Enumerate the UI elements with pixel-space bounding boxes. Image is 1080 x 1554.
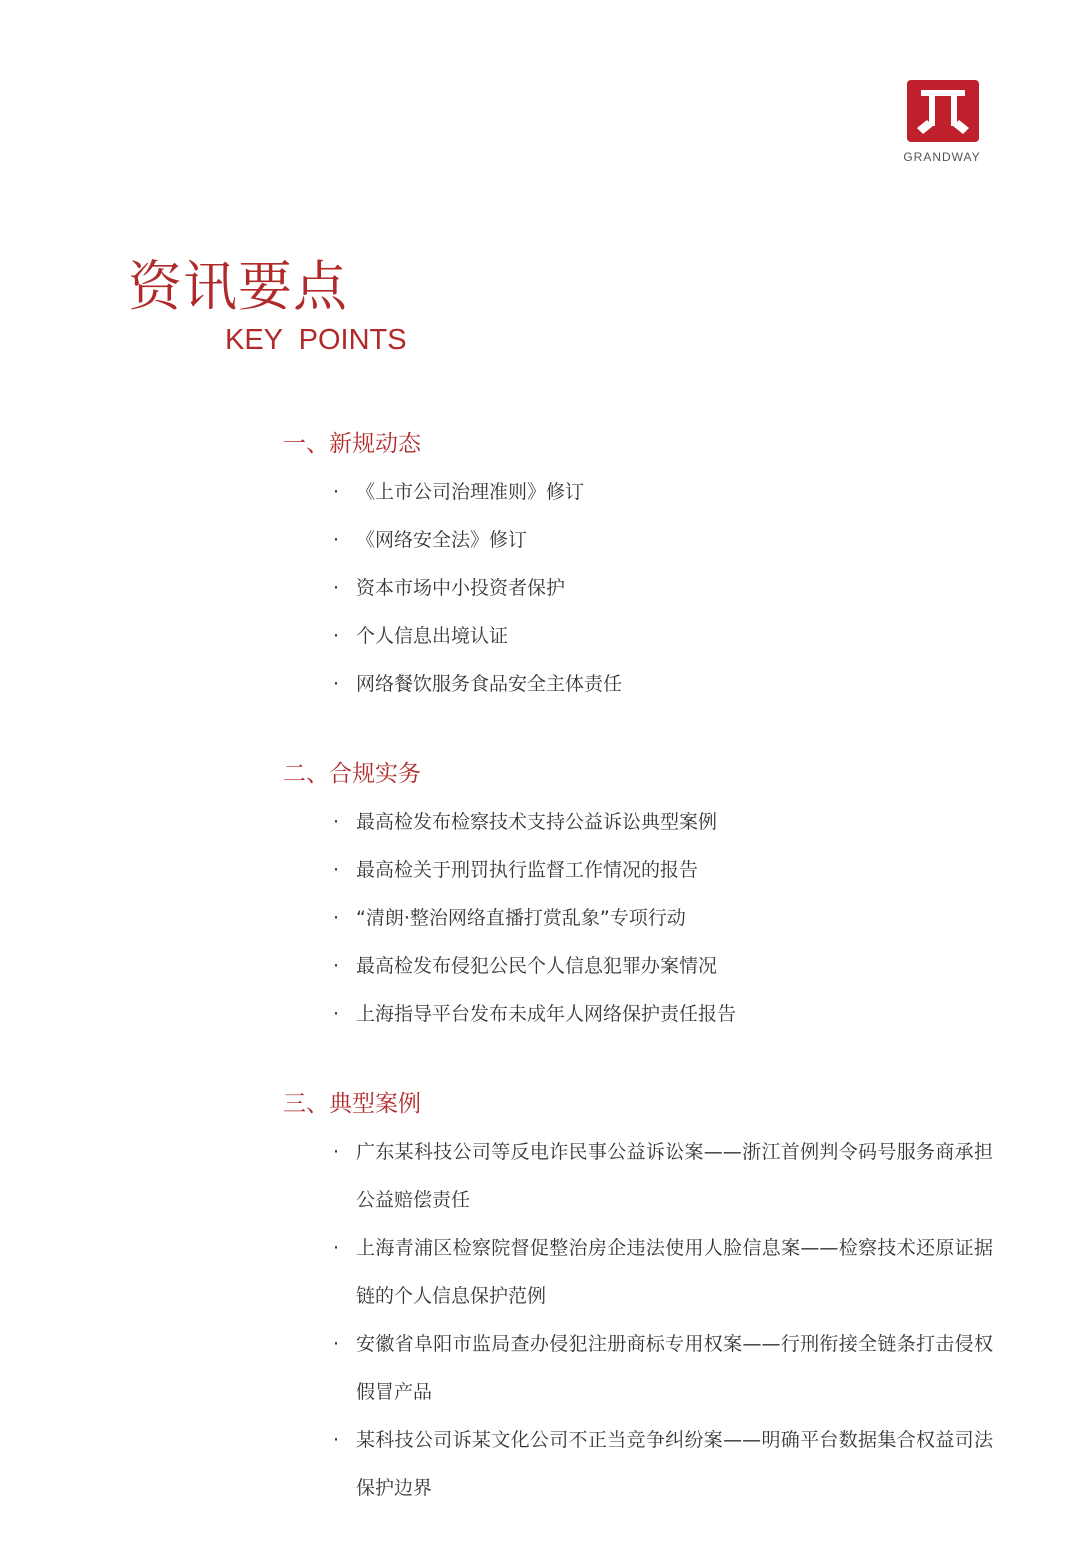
list-item-text: 最高检关于刑罚执行监督工作情况的报告 <box>356 859 699 881</box>
bullet-icon: · <box>333 529 340 551</box>
section-title: 二、合规实务 <box>283 761 421 787</box>
page-subtitle: KEY POINTS <box>225 324 407 356</box>
list-item-text: 安徽省阜阳市监局查办侵犯注册商标专用权案——行刑衔接全链条打击侵权假冒产品 <box>356 1333 993 1403</box>
brand-name: GRANDWAY <box>903 150 981 164</box>
list-item <box>283 612 993 660</box>
list-item <box>283 894 993 942</box>
list-item <box>283 846 993 894</box>
list-item <box>283 564 993 612</box>
bullet-icon: · <box>333 955 340 977</box>
section-title: 一、新规动态 <box>283 431 421 457</box>
list-item-text: 某科技公司诉某文化公司不正当竞争纠纷案——明确平台数据集合权益司法保护边界 <box>356 1429 993 1499</box>
list-item <box>283 660 993 708</box>
bullet-icon: · <box>333 577 340 599</box>
section-items <box>283 1128 993 1512</box>
section-items <box>283 468 993 708</box>
list-item-text: 广东某科技公司等反电诈民事公益诉讼案——浙江首例判令码号服务商承担公益赔偿责任 <box>356 1141 993 1211</box>
bullet-icon: · <box>333 1333 340 1355</box>
list-item <box>283 1128 993 1224</box>
bullet-icon: · <box>333 859 340 881</box>
bullet-icon: · <box>333 1141 340 1163</box>
list-item-text: 资本市场中小投资者保护 <box>356 577 566 599</box>
list-item-text: 上海青浦区检察院督促整治房企违法使用人脸信息案——检察技术还原证据链的个人信息保护范例 <box>356 1237 993 1307</box>
section-typical-cases <box>283 1080 993 1512</box>
list-item-text: 个人信息出境认证 <box>356 625 509 647</box>
bullet-icon: · <box>333 811 340 833</box>
bullet-icon: · <box>333 1429 340 1451</box>
bullet-icon: · <box>333 673 340 695</box>
bullet-icon: · <box>333 1237 340 1259</box>
list-item-text: 网络餐饮服务食品安全主体责任 <box>356 673 623 695</box>
section-title: 三、典型案例 <box>283 1091 421 1117</box>
section-new-regulations <box>283 420 993 708</box>
list-item <box>283 1224 993 1320</box>
list-item <box>283 1416 993 1512</box>
list-item-text: 上海指导平台发布未成年人网络保护责任报告 <box>356 1003 737 1025</box>
list-item <box>283 798 993 846</box>
list-item-text: 《网络安全法》修订 <box>356 529 528 551</box>
list-item <box>283 942 993 990</box>
list-item-text: 最高检发布检察技术支持公益诉讼典型案例 <box>356 811 718 833</box>
list-item-text: 最高检发布侵犯公民个人信息犯罪办案情况 <box>356 955 718 977</box>
bullet-icon: · <box>333 907 340 929</box>
bullet-icon: · <box>333 481 340 503</box>
list-item <box>283 516 993 564</box>
section-items <box>283 798 993 1038</box>
list-item <box>283 990 993 1038</box>
list-item-text: 《上市公司治理准则》修订 <box>356 481 585 503</box>
grandway-logo <box>896 80 988 170</box>
list-item-text: “清朗·整治网络直播打赏乱象”专项行动 <box>356 907 686 929</box>
grandway-logo-icon <box>907 80 979 142</box>
list-item <box>283 1320 993 1416</box>
key-points-list <box>283 420 993 1554</box>
section-compliance-practice <box>283 750 993 1038</box>
list-item <box>283 468 993 516</box>
bullet-icon: · <box>333 1003 340 1025</box>
page-title: 资讯要点 <box>128 255 348 318</box>
bullet-icon: · <box>333 625 340 647</box>
